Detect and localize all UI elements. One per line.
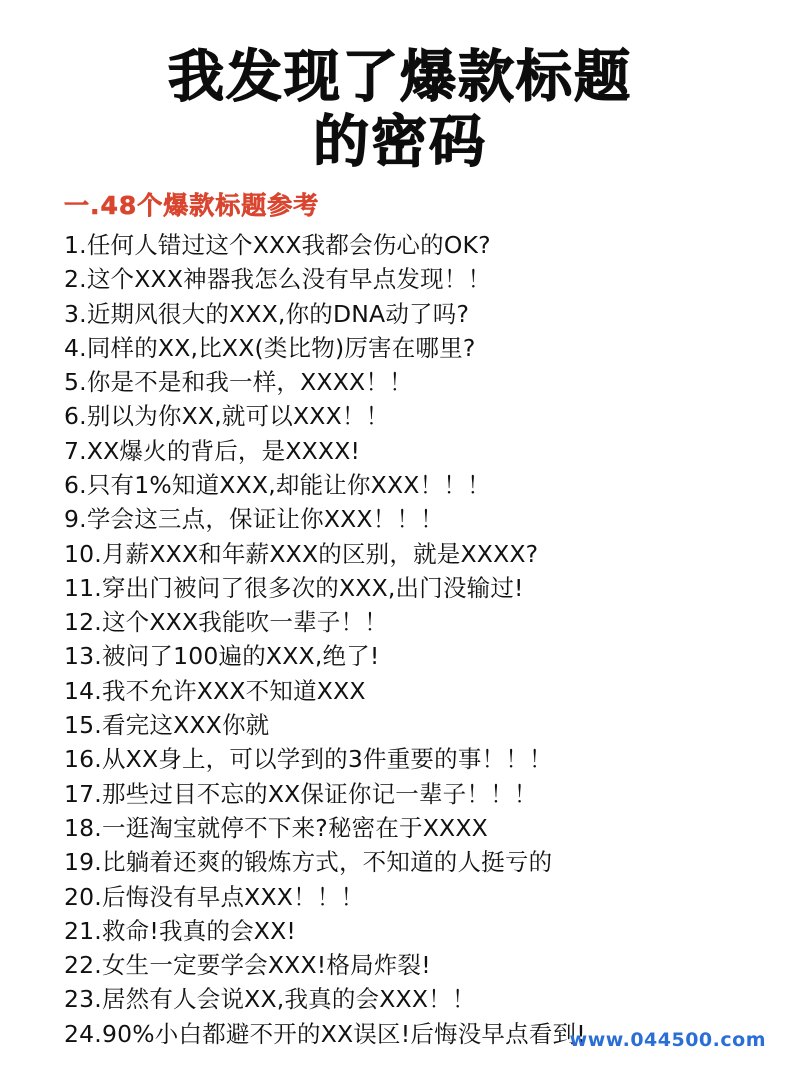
list-item: 2.这个XXX神器我怎么没有早点发现！！ bbox=[64, 265, 492, 294]
list-item: 13.被问了100遍的XXX,绝了! bbox=[64, 642, 380, 671]
list-item: 14.我不允许XXX不知道XXX bbox=[64, 676, 366, 705]
list-item: 9.学会这三点，保证让你XXX！！！ bbox=[64, 505, 444, 534]
list-item: 4.同样的XX,比XX(类比物)厉害在哪里? bbox=[64, 333, 476, 362]
list-item: 23.居然有人会说XX,我真的会XXX！！ bbox=[64, 985, 476, 1014]
list-item: 16.从XX身上，可以学到的3件重要的事！！！ bbox=[64, 745, 553, 774]
list-item: 24.90%小白都避不开的XX误区!后悔没早点看到! bbox=[64, 1019, 586, 1048]
list-item: 15.看完这XXX你就 bbox=[64, 711, 270, 740]
page-title bbox=[30, 46, 770, 176]
list-item: 21.救命!我真的会XX! bbox=[64, 916, 297, 945]
headline-list bbox=[30, 228, 770, 1051]
watermark: www.044500.com bbox=[569, 1029, 766, 1051]
section-heading: 一.48个爆款标题参考 bbox=[64, 190, 320, 220]
page-title-line-1: 我发现了爆款标题 bbox=[168, 45, 632, 110]
list-item: 18.一逛淘宝就停不下来?秘密在于XXXX bbox=[64, 813, 488, 842]
list-item: 22.女生一定要学会XXX!格局炸裂! bbox=[64, 951, 431, 980]
page-title-line-2: 的密码 bbox=[313, 109, 487, 175]
list-item: 6.只有1%知道XXX,却能让你XXX！！！ bbox=[64, 470, 491, 499]
list-item: 11.穿出门被问了很多次的XXX,出门没输过! bbox=[64, 573, 524, 602]
list-item: 3.近期风很大的XXX,你的DNA动了吗? bbox=[64, 299, 470, 328]
list-item: 20.后悔没有早点XXX！！！ bbox=[64, 882, 365, 911]
list-item: 10.月薪XXX和年薪XXX的区别，就是XXXX? bbox=[64, 539, 539, 568]
list-item: 19.比躺着还爽的锻炼方式，不知道的人挺亏的 bbox=[64, 848, 553, 877]
list-item: 17.那些过目不忘的XX保证你记一辈子！！！ bbox=[64, 779, 538, 808]
list-item: 7.XX爆火的背后，是XXXX! bbox=[64, 436, 361, 465]
list-item: 5.你是不是和我一样，XXXX！！ bbox=[64, 368, 413, 397]
list-item: 6.别以为你XX,就可以XXX！！ bbox=[64, 402, 390, 431]
list-item: 1.任何人错过这个XXX我都会伤心的OK? bbox=[64, 230, 491, 259]
list-item: 12.这个XXX我能吹一辈子！！ bbox=[64, 608, 388, 637]
